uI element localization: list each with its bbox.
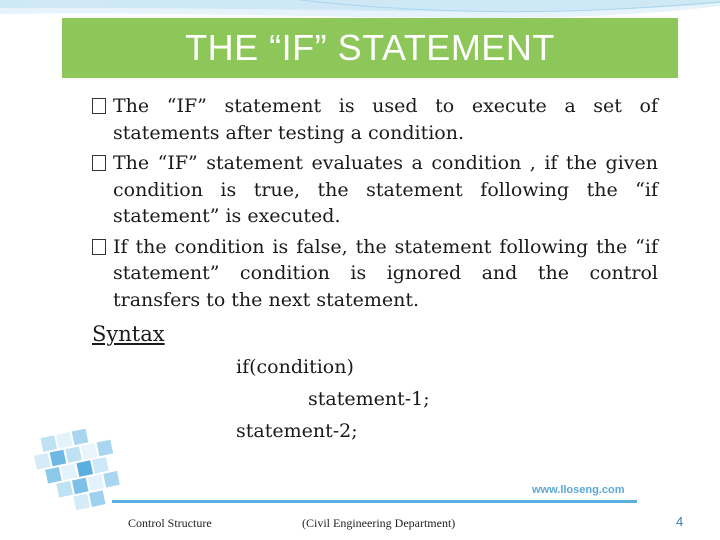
- slide-title: THE “IF” STATEMENT: [185, 27, 555, 68]
- code-line: statement-2;: [236, 420, 358, 442]
- bullet-box-icon: [92, 155, 106, 171]
- page-number: 4: [676, 514, 684, 529]
- bullet-item: [92, 93, 658, 146]
- footer-divider: [112, 500, 637, 503]
- bullet-text: The “IF” statement is used to execute a set of statements after testing a condition.: [113, 95, 658, 144]
- bullet-text: If the condition is false, the statement following the “if statement” condition is ignored and the control transfers to the next statement.: [113, 235, 658, 311]
- bullet-box-icon: [92, 239, 106, 255]
- bullet-box-icon: [92, 98, 106, 114]
- code-line: if(condition): [236, 356, 354, 378]
- syntax-heading: Syntax: [92, 322, 165, 346]
- code-line: statement-1;: [308, 388, 430, 410]
- footer-watermark: www.lloseng.com: [532, 484, 625, 496]
- title-bar: [62, 18, 678, 78]
- footer-left-text: Control Structure: [128, 516, 212, 530]
- bullet-list: [92, 93, 658, 317]
- mosaic-decoration: [28, 420, 138, 520]
- bullet-item: [92, 150, 658, 230]
- footer-center-text: (Civil Engineering Department): [302, 516, 456, 530]
- bullet-item: [92, 234, 658, 314]
- bullet-text: The “IF” statement evaluates a condition , if the given condition is true, the statement following the “if statement” is executed.: [113, 152, 658, 227]
